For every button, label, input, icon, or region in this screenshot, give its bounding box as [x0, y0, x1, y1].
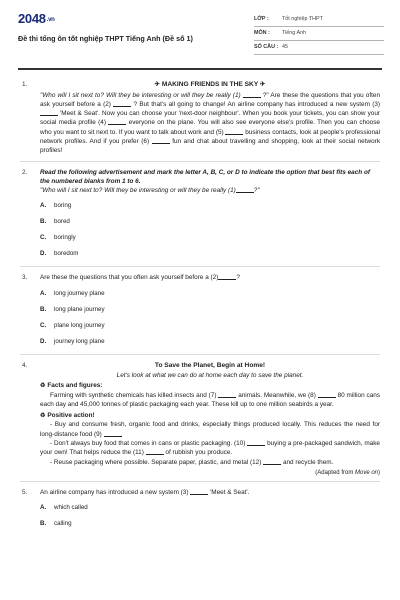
meta-label: MÔN : [254, 30, 270, 37]
header-divider [18, 68, 382, 70]
source-prefix: (Adapted from [315, 469, 355, 476]
option-d[interactable] [40, 250, 212, 266]
passage-segment: - Reuse packaging where possible. Separate paper, plastic, and metal (12) [50, 458, 262, 466]
question-number: 3. [22, 274, 28, 282]
question-3 [0, 273, 400, 353]
blank-5 [225, 129, 243, 135]
source-title: Move on [354, 469, 378, 476]
passage-segment: and recycle them. [282, 458, 334, 466]
stem-text: Are these the questions that you often ask yourself before a (2) [40, 274, 219, 282]
option-text: long plane journey [54, 305, 105, 313]
question-instruction: Read the following advertisement and mark the letter A, B, C, or D to indicate the option that best fits each of the numbered blanks from 1 to 6. [40, 168, 370, 185]
option-a[interactable] [40, 504, 212, 520]
stem-end: 'Meet & Seat'. [210, 488, 250, 496]
option-b[interactable] [40, 520, 212, 536]
question-2 [0, 168, 400, 267]
passage-segment: business contacts, look at people's professional network profiles. And if you prefer (6) [40, 128, 381, 145]
option-text: boringly [54, 234, 76, 242]
option-d[interactable] [40, 338, 212, 354]
blank-6 [152, 138, 170, 144]
passage-segment: of rubbish you produce. [165, 449, 233, 457]
answer-options [40, 504, 380, 536]
passage-segment: animals. Meanwhile, we (8) [238, 392, 316, 400]
blank-1 [236, 187, 254, 193]
option-letter: B. [40, 218, 47, 226]
section-heading [40, 381, 380, 391]
question-number: 2. [22, 168, 28, 176]
stem-end: ? [236, 274, 240, 282]
passage-segment: 'Meet & Seat'. Now you can choose your 'next-door neighbour'. When you book your tickets, you can show your social media profile (4) [40, 110, 381, 127]
meta-row-count [254, 41, 384, 55]
passage-title: ✈ MAKING FRIENDS IN THE SKY ✈ [154, 81, 266, 88]
meta-row-subject [254, 27, 384, 41]
passage-segment: 80 million cans each day and 45,000 tonnes of plastic packaging each year. These kill up to one million seabirds a year. [40, 392, 380, 409]
passage-text [40, 91, 380, 156]
blank-3 [40, 110, 58, 116]
option-text: long journey plane [54, 289, 105, 297]
passage-segment: everyone on the plane. You will also see everyone else's profile. Then you can choose who you want to sit next to. If you want to talk about work and (5) [40, 119, 380, 136]
passage-title: To Save the Planet, Begin at Home! [154, 361, 266, 369]
option-letter: C. [40, 321, 47, 329]
stem-text: "Who will I sit next to? Will they be interesting or will they be really (1) [40, 187, 236, 195]
recycle-icon: ♻ [40, 383, 46, 390]
blank-11 [146, 449, 164, 455]
meta-value: 45 [282, 44, 288, 51]
option-text: boring [54, 202, 72, 210]
question-stem [40, 186, 380, 195]
blank-7 [218, 392, 236, 398]
blank-10 [247, 440, 265, 446]
option-c[interactable] [40, 234, 212, 250]
meta-label: LỚP : [254, 16, 269, 23]
blank-4 [108, 119, 126, 125]
heading-text: Positive action! [47, 411, 95, 419]
question-4 [0, 361, 400, 478]
question-number: 5. [22, 488, 28, 496]
question-stem [40, 488, 380, 497]
passage-quote: "Who will I sit next to? Will they be interesting or will they be really (1) [40, 91, 241, 99]
passage-segment: - Buy and consume fresh, organic food and drinks, especially things produced locally. This reduces the need for long-distance food (9) [40, 421, 380, 438]
exam-meta [254, 13, 384, 55]
option-letter: D. [40, 250, 47, 258]
blank-8 [318, 392, 336, 398]
option-text: plane long journey [54, 321, 105, 329]
exam-title: Đề thi tổng ôn tốt nghiệp THPT Tiếng Anh (Đề số 1) [18, 34, 193, 43]
question-number: 4. [22, 361, 28, 369]
page-header [0, 0, 400, 66]
answer-options [40, 290, 380, 354]
passage-segment: - Don't always buy food that comes in cans or plastic packaging. (10) [50, 439, 246, 447]
source-citation [40, 469, 380, 478]
source-suffix: ) [378, 469, 380, 476]
meta-label: SỐ CÂU : [254, 44, 279, 51]
option-text: which called [54, 503, 88, 511]
meta-value: Tốt nghiệp THPT [282, 16, 323, 23]
blank-2 [113, 101, 131, 107]
blank-9 [104, 431, 122, 437]
meta-value: Tiếng Anh [282, 30, 307, 37]
logo-suffix: .vn [46, 17, 55, 23]
option-letter: B. [40, 305, 47, 313]
question-separator [20, 266, 380, 267]
action-item [40, 420, 380, 439]
blank-1 [243, 92, 261, 98]
question-separator [20, 481, 380, 482]
option-letter: D. [40, 337, 47, 345]
question-separator [20, 161, 380, 162]
stem-text: An airline company has introduced a new system (3) [40, 488, 189, 496]
option-b[interactable] [40, 218, 212, 234]
section-heading [40, 411, 380, 421]
question-5 [0, 488, 400, 536]
recycle-icon: ♻ [40, 412, 46, 419]
passage-segment: ? But that's all going to change! An airline company has introduced a new system (3) [133, 100, 381, 108]
option-text: bored [54, 218, 70, 226]
option-text: boredom [54, 250, 79, 258]
heading-text: Facts and figures: [47, 382, 103, 390]
stem-end: ?" [253, 187, 260, 195]
option-letter: C. [40, 234, 47, 242]
blank-3 [190, 489, 208, 495]
question-stem [40, 273, 380, 282]
logo-main: 2048 [18, 11, 46, 26]
meta-row-class [254, 13, 384, 27]
option-a[interactable] [40, 202, 212, 218]
option-letter: A. [40, 503, 47, 511]
option-text: journey long plane [54, 337, 105, 345]
question-1 [0, 80, 400, 156]
answer-options [40, 202, 380, 266]
question-list [0, 80, 400, 536]
passage-segment: fun and chat about travelling and shopping, look at their social network profiles! [40, 137, 381, 155]
option-c[interactable] [40, 322, 212, 338]
action-item [40, 439, 380, 458]
facts-paragraph [40, 391, 380, 410]
option-letter: A. [40, 289, 47, 297]
passage-segment: buying a pre-packaged sandwich, make your own! That helps reduce the (11) [40, 439, 380, 457]
option-text: calling [54, 519, 72, 527]
blank-2 [218, 274, 236, 280]
option-letter: A. [40, 202, 47, 210]
option-a[interactable] [40, 290, 212, 306]
passage-subtitle: Let's look at what we can do at home each day to save the planet. [116, 372, 304, 380]
option-b[interactable] [40, 306, 212, 322]
passage-segment: ?" Are these the questions that you often ask yourself before a (2) [40, 91, 380, 108]
site-logo[interactable] [18, 10, 55, 29]
question-separator [20, 354, 380, 355]
blank-12 [263, 459, 281, 465]
action-item [40, 458, 380, 467]
question-number: 1. [22, 81, 28, 88]
passage-segment: Farming with synthetic chemicals has killed insects and (7) [50, 392, 217, 400]
option-letter: B. [40, 519, 47, 527]
